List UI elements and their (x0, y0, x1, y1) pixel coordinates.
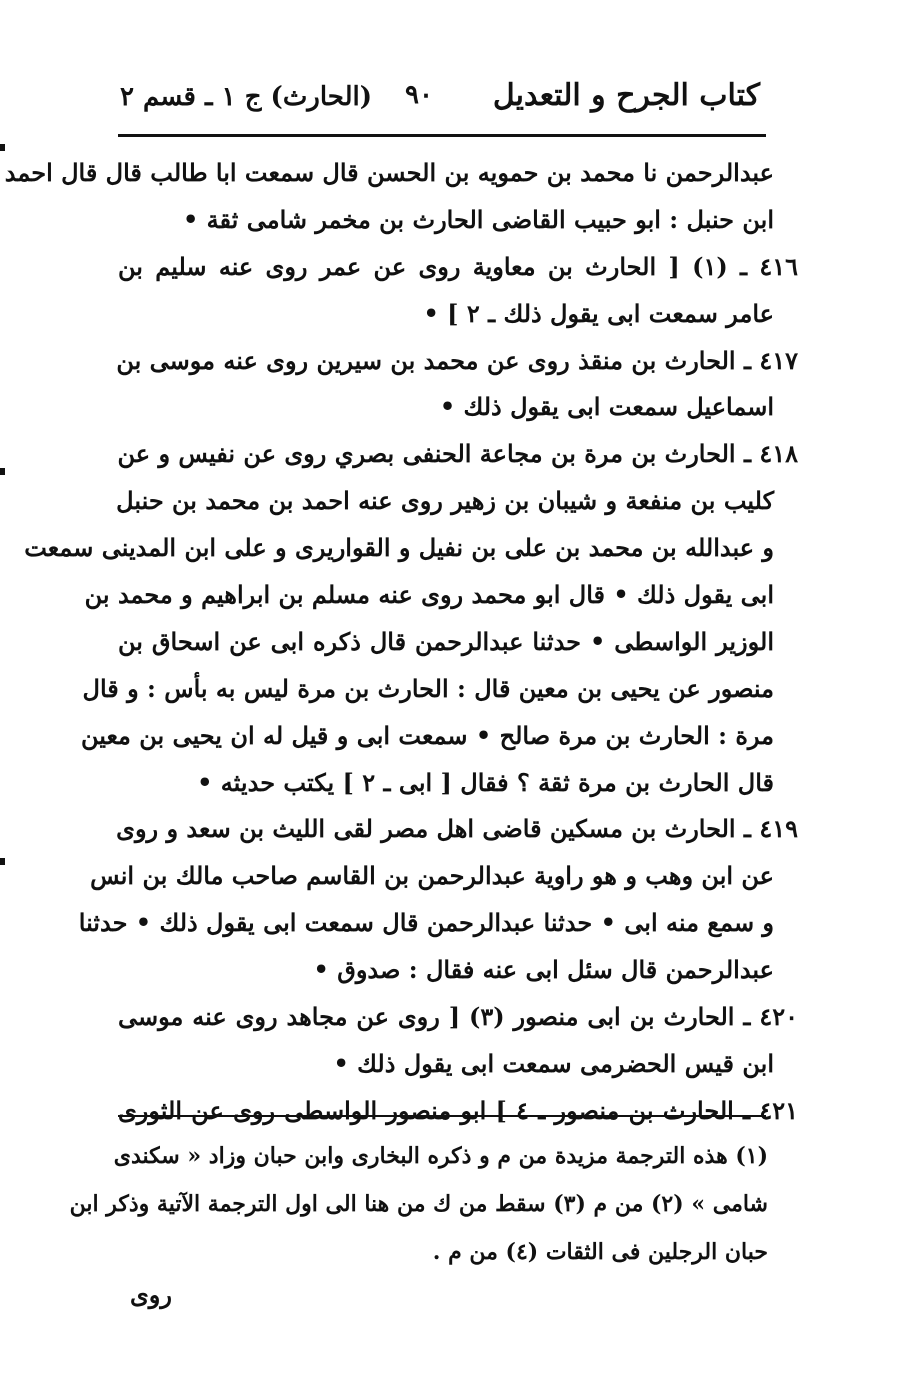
entry-line: ٤٢٠ ـ الحارث بن ابى منصور (٣) [ روى عن مجاهد روى عنه موسى (118, 1002, 798, 1032)
scan-mark (0, 468, 5, 475)
text-line: قال الحارث بن مرة ثقة ؟ فقال [ ابى ـ ٢ ] يكتب حديثه • (197, 767, 774, 797)
footnote-line: شامى » (٢) من م (٣) سقط من ك من هنا الى اول الترجمة الآتية وذكر ابن (69, 1191, 768, 1217)
footnotes (69, 1132, 768, 1276)
text-line: ابن قيس الحضرمى سمعت ابى يقول ذلك • (333, 1048, 774, 1078)
text-line: عامر سمعت ابى يقول ذلك ـ ٢ ] • (423, 298, 774, 328)
text-line: مرة : الحارث بن مرة صالح • سمعت ابى و قيل له ان يحيى بن معين (80, 720, 774, 750)
text-line: الوزير الواسطى • حدثنا عبدالرحمن قال ذكره ابى عن اسحاق بن (118, 626, 774, 656)
entry-line: ٤١٩ ـ الحارث بن مسكين قاضى اهل مصر لقى الليث بن سعد و روى (116, 814, 798, 844)
scan-mark (0, 858, 5, 865)
text-line: عبدالرحمن نا محمد بن حمويه بن الحسن قال سمعت ابا طالب قال قال احمد (4, 158, 774, 187)
page-number: ٩٠ (405, 80, 433, 110)
running-header (120, 78, 760, 126)
catchword: روى (130, 1280, 172, 1309)
text-line: ابى يقول ذلك • قال ابو محمد روى عنه مسلم بن ابراهيم و محمد بن (84, 580, 774, 610)
entry-line: ٤١٨ ـ الحارث بن مرة بن مجاعة الحنفى بصري روى عن نفيس و عن (117, 439, 798, 469)
main-text (4, 150, 799, 1135)
scan-mark (0, 144, 5, 151)
text-line: و عبدالله بن محمد بن على بن نفيل و القواريرى و على ابن المدينى سمعت (24, 533, 774, 563)
footnote-line: (١) هذه الترجمة مزيدة من م و ذكره البخارى وابن حبان وزاد « سكندى (113, 1143, 768, 1169)
text-line: عبدالرحمن قال سئل ابى عنه فقال : صدوق • (313, 955, 774, 985)
text-line: عن ابن وهب و هو راوية عبدالرحمن بن القاسم صاحب مالك بن انس (90, 861, 774, 891)
text-line: منصور عن يحيى بن معين قال : الحارث بن مرة ليس به بأس : و قال (82, 673, 774, 703)
header-rule (118, 134, 766, 137)
entry-line: ٤١٦ ـ (١) [ الحارث بن معاوية روى عن عمر روى عنه سليم بن (118, 251, 798, 281)
entry-line: ٤٢١ ـ الحارث بن منصور ـ ٤ ] ابو منصور الواسطى روى عن الثورى (118, 1095, 799, 1125)
text-line: اسماعيل سمعت ابى يقول ذلك • (439, 392, 774, 422)
text-line: و سمع منه ابى • حدثنا عبدالرحمن قال سمعت ابى يقول ذلك • حدثنا (78, 908, 774, 938)
section-label: (الحارث) ج ١ ـ قسم ٢ (120, 82, 373, 112)
entry-line: ٤١٧ ـ الحارث بن منقذ روى عن محمد بن سيرين روى عنه موسى بن (116, 345, 798, 375)
text-line: كليب بن منفعة و شيبان بن زهير روى عنه احمد بن محمد بن حنبل (116, 486, 774, 516)
footnote-line: حبان الرجلين فى الثقات (٤) من م . (432, 1239, 768, 1265)
text-line: ابن حنبل : ابو حبيب القاضى الحارث بن مخمر شامى ثقة • (182, 204, 774, 234)
footnote-rule (118, 1115, 766, 1117)
book-title: كتاب الجرح و التعديل (492, 78, 760, 113)
